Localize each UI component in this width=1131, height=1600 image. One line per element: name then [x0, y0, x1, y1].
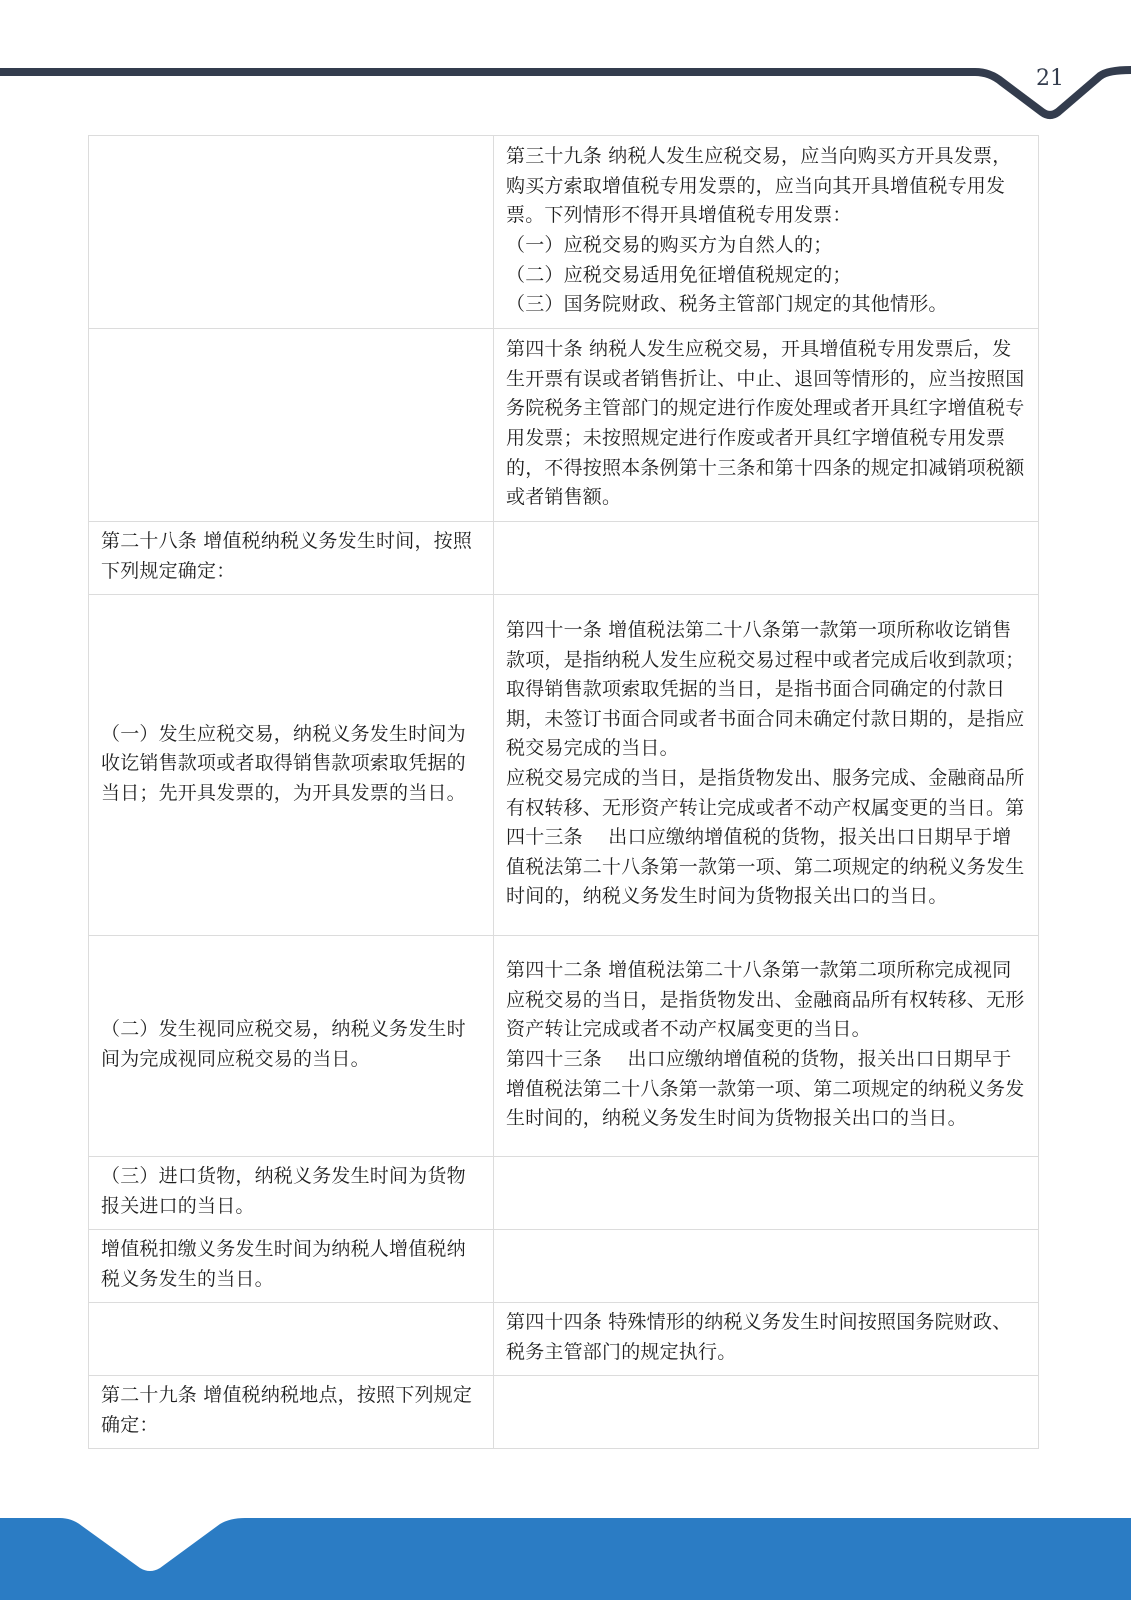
table-row — [89, 329, 1039, 522]
implementation-rule-cell — [494, 1157, 1039, 1230]
current-law-cell — [89, 329, 494, 522]
implementation-rule-cell — [494, 329, 1039, 522]
rule-article-text: 第三十九条 纳税人发生应税交易，应当向购买方开具发票，购买方索取增值税专用发票的，应当向其开具增值税专用发票。下列情形不得开具增值税专用发票： — [506, 145, 1012, 227]
implementation-rule-cell — [494, 136, 1039, 329]
table-row — [89, 136, 1039, 329]
rule-article-text: 第四十条 纳税人发生应税交易，开具增值税专用发票后，发生开票有误或者销售折让、中止、退回等情形的，应当按照国务院税务主管部门的规定进行作废处理或者开具红字增值税专用发票；未按照规定进行作废或者开具红字增值税专用发票的，不得按照本条例第十三条和第十四条的规定扣减销项税额或者销售额。 — [506, 338, 1025, 509]
law-article-text: 第二十九条 增值税纳税地点，按照下列规定确定： — [101, 1384, 473, 1436]
rule-article-text: （一）应税交易的购买方为自然人的； — [506, 234, 833, 256]
table-row — [89, 1303, 1039, 1376]
rule-article-text: 第四十一条 增值税法第二十八条第一款第一项所称收讫销售款项，是指纳税人发生应税交易过程中或者完成后收到款项；取得销售款项索取凭据的当日，是指书面合同确定的付款日期，未签订书面合同或者书面合同未确定付款日期的，是指应税交易完成的当日。 — [506, 619, 1025, 760]
table-row — [89, 1230, 1039, 1303]
implementation-rule-cell — [494, 1376, 1039, 1449]
rule-article-text: 第四十四条 特殊情形的纳税义务发生时间按照国务院财政、税务主管部门的规定执行。 — [506, 1311, 1012, 1363]
table-row — [89, 595, 1039, 936]
implementation-rule-cell — [494, 595, 1039, 936]
current-law-cell — [89, 1376, 494, 1449]
current-law-cell — [89, 595, 494, 936]
implementation-rule-cell — [494, 1230, 1039, 1303]
table-row — [89, 522, 1039, 595]
current-law-cell — [89, 936, 494, 1157]
current-law-cell — [89, 1303, 494, 1376]
implementation-rule-cell — [494, 522, 1039, 595]
table-row — [89, 1376, 1039, 1449]
law-article-text: 第二十八条 增值税纳税义务发生时间，按照下列规定确定： — [101, 530, 473, 582]
rule-article-text: （二）应税交易适用免征增值税规定的； — [506, 263, 852, 286]
page-number: 21 — [1036, 66, 1064, 91]
header-decoration — [0, 0, 1131, 130]
current-law-cell — [89, 136, 494, 329]
footer-decoration — [0, 1510, 1131, 1600]
law-article-text: 增值税扣缴义务发生时间为纳税人增值税纳税义务发生的当日。 — [101, 1238, 466, 1290]
current-law-cell — [89, 1157, 494, 1230]
rule-article-text: 应税交易完成的当日，是指货物发出、服务完成、金融商品所有权转移、无形资产转让完成或者不动产权属变更的当日。第四十三条 出口应缴纳增值税的货物，报关出口日期早于增值税法第二十八条第一款第一项、第二项规定的纳税义务发生时间的，纳税义务发生时间为货物报关出口的当日。 — [506, 767, 1025, 908]
current-law-cell — [89, 522, 494, 595]
law-article-text: （二）发生视同应税交易，纳税义务发生时间为完成视同应税交易的当日。 — [101, 1018, 466, 1070]
regulation-comparison-table — [88, 135, 1034, 1449]
rule-article-text: （三）国务院财政、税务主管部门规定的其他情形。 — [506, 293, 948, 316]
current-law-cell — [89, 1230, 494, 1303]
rule-article-text: 第四十二条 增值税法第二十八条第一款第二项所称完成视同应税交易的当日，是指货物发出、金融商品所有权转移、无形资产转让完成或者不动产权属变更的当日。 — [506, 959, 1025, 1041]
implementation-rule-cell — [494, 936, 1039, 1157]
law-article-text: （一）发生应税交易，纳税义务发生时间为收讫销售款项或者取得销售款项索取凭据的当日；先开具发票的，为开具发票的当日。 — [101, 722, 466, 804]
law-article-text: （三）进口货物，纳税义务发生时间为货物报关进口的当日。 — [101, 1165, 466, 1217]
rule-article-text: 第四十三条 出口应缴纳增值税的货物，报关出口日期早于增值税法第二十八条第一款第一项、第二项规定的纳税义务发生时间的，纳税义务发生时间为货物报关出口的当日。 — [506, 1048, 1025, 1130]
table-row — [89, 1157, 1039, 1230]
table-row — [89, 936, 1039, 1157]
implementation-rule-cell — [494, 1303, 1039, 1376]
